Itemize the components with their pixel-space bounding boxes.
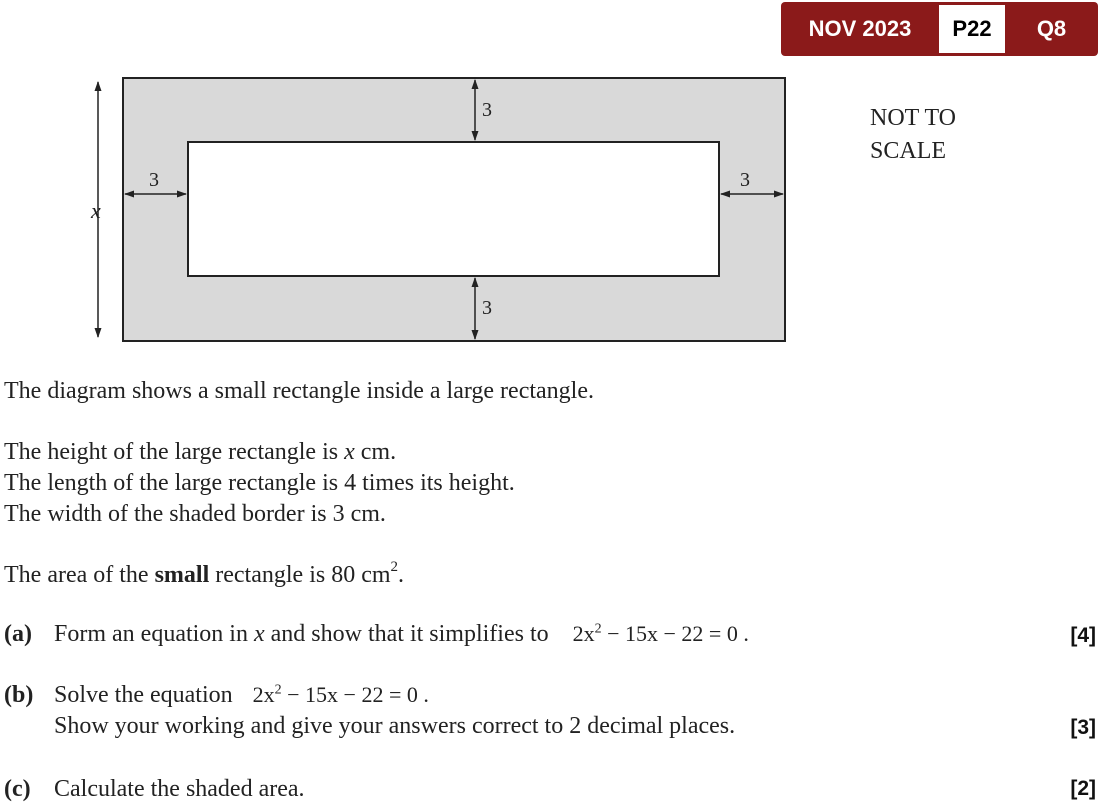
part-a-eq-b: − 15x − 22 = 0 . <box>601 621 749 646</box>
height-var: x <box>344 439 355 465</box>
part-a-text-post: and show that it simplifies to <box>264 621 549 647</box>
part-b-label: (b) <box>4 682 34 708</box>
not-to-scale-note <box>870 102 956 168</box>
part-c <box>4 776 305 803</box>
part-c-label: (c) <box>4 776 31 802</box>
height-post: cm. <box>354 439 397 465</box>
rectangle-diagram <box>0 0 800 350</box>
question-badge <box>781 2 1098 56</box>
width-statement: The width of the shaded border is 3 cm. <box>4 501 386 527</box>
part-c-text: Calculate the shaded area. <box>54 776 305 802</box>
height-statement <box>4 439 396 466</box>
part-a-label: (a) <box>4 621 32 647</box>
not-to-scale-line2: SCALE <box>870 138 947 164</box>
right-border-label: 3 <box>740 169 750 191</box>
part-a-var: x <box>253 621 265 647</box>
badge-session: NOV 2023 <box>808 16 912 41</box>
part-b <box>4 682 429 709</box>
area-post: rectangle is 80 cm <box>209 562 391 588</box>
area-statement <box>4 561 404 589</box>
part-b-eq-sup: 2 <box>274 682 282 698</box>
height-label: x <box>91 198 101 223</box>
part-b-text-pre: Solve the equation <box>54 682 233 708</box>
area-pre: The area of the <box>4 562 155 588</box>
part-a-text-pre: Form an equation in <box>54 621 254 647</box>
part-c-marks: [2] <box>1070 777 1096 800</box>
height-pre: The height of the large rectangle is <box>4 439 345 465</box>
bottom-border-label: 3 <box>482 297 492 319</box>
part-b-equation <box>253 682 429 707</box>
intro-text: The diagram shows a small rectangle inside a large rectangle. <box>4 378 594 404</box>
badge-question: Q8 <box>1036 16 1067 41</box>
part-a-eq-sup: 2 <box>594 621 602 637</box>
part-a <box>4 621 749 648</box>
part-b-eq-b: − 15x − 22 = 0 . <box>281 682 429 707</box>
part-b-line2: Show your working and give your answers correct to 2 decimal places. <box>54 713 736 739</box>
part-a-marks: [4] <box>1070 624 1096 647</box>
area-sup: 2 <box>390 559 399 575</box>
area-bold: small <box>154 562 210 588</box>
not-to-scale-line1: NOT TO <box>870 105 957 131</box>
top-border-label: 3 <box>482 99 492 121</box>
badge-paper: P22 <box>939 5 1005 53</box>
small-rectangle <box>188 142 719 276</box>
left-border-label: 3 <box>149 169 159 191</box>
part-b-marks: [3] <box>1070 716 1096 739</box>
part-a-equation <box>573 621 749 646</box>
length-statement: The length of the large rectangle is 4 times its height. <box>4 470 515 496</box>
part-b-eq-a: 2x <box>252 682 275 707</box>
part-a-eq-a: 2x <box>572 621 595 646</box>
area-end: . <box>398 562 405 588</box>
